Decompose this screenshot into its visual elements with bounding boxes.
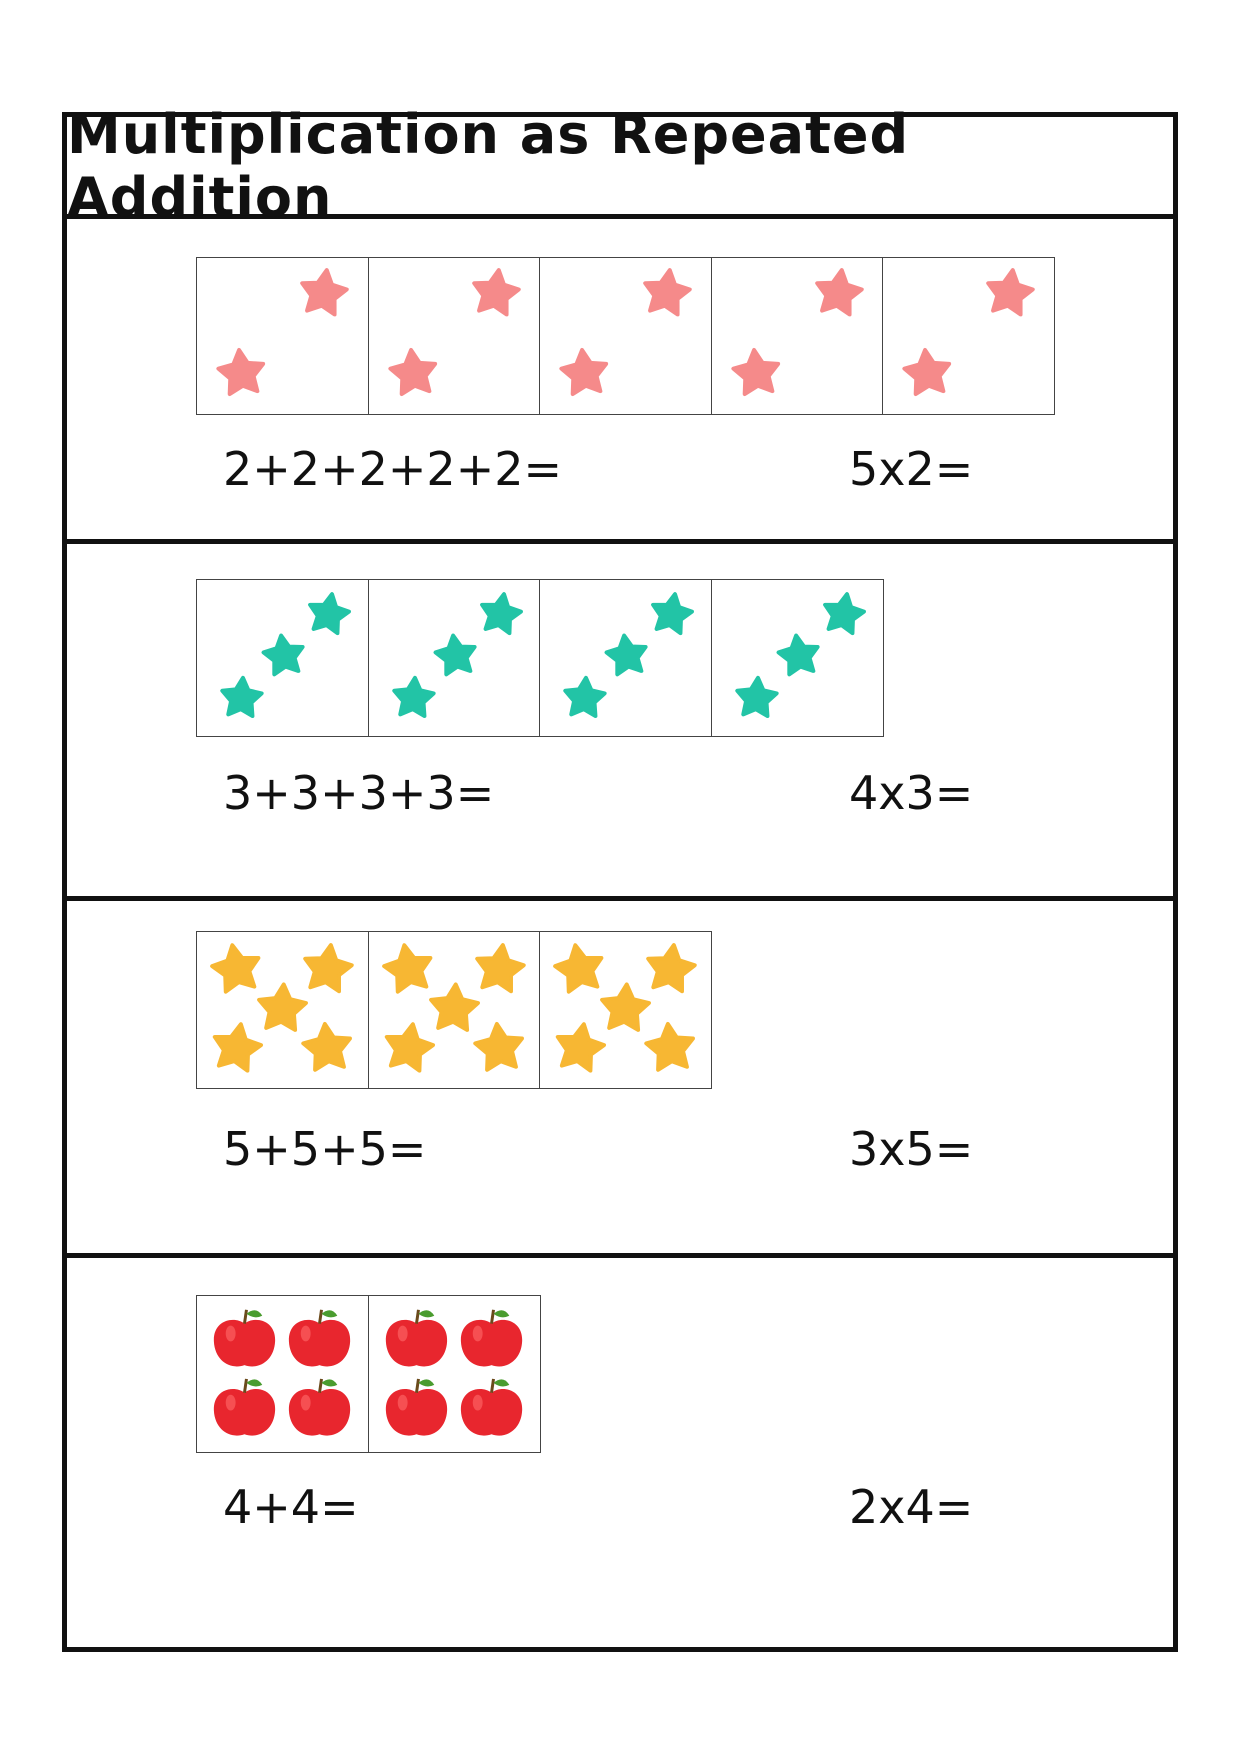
apple-icon-group xyxy=(369,1296,540,1452)
apple-icon xyxy=(385,1379,446,1436)
star-icon xyxy=(473,1022,524,1071)
group-box xyxy=(368,257,541,415)
star-icon xyxy=(392,676,434,716)
group-box xyxy=(539,579,712,737)
group-box xyxy=(196,931,369,1089)
star-icon xyxy=(644,1022,695,1071)
apple-icon xyxy=(460,1379,521,1436)
star-icon xyxy=(217,348,266,395)
apple-icon xyxy=(289,1310,350,1367)
star-icon xyxy=(552,941,606,993)
title-row xyxy=(67,102,1173,229)
teal-star-icon-group xyxy=(369,580,540,736)
yellow-star-icon-group xyxy=(197,932,368,1088)
group-box xyxy=(196,257,369,415)
pink-star-icon-group xyxy=(197,258,368,414)
star-icon xyxy=(381,941,435,993)
star-icon xyxy=(301,1022,352,1071)
multiplication-expression: 3x5= xyxy=(849,1122,974,1176)
addition-expression: 3+3+3+3= xyxy=(223,766,495,820)
problem-section-2 xyxy=(67,539,1173,896)
yellow-star-icon-group xyxy=(369,932,540,1088)
star-icon xyxy=(301,942,354,993)
group-box xyxy=(196,579,369,737)
pink-star-icon-group xyxy=(883,258,1054,414)
star-icon xyxy=(644,942,697,993)
pink-star-icon-group xyxy=(369,258,540,414)
group-box xyxy=(882,257,1055,415)
star-icon xyxy=(564,676,606,716)
group-boxes xyxy=(196,931,712,1089)
star-icon xyxy=(306,591,351,635)
teal-star-icon-group xyxy=(712,580,883,736)
star-icon xyxy=(600,983,650,1031)
worksheet xyxy=(62,102,1178,1652)
pink-star-icon-group xyxy=(540,258,711,414)
group-box xyxy=(711,257,884,415)
teal-star-icon-group xyxy=(197,580,368,736)
star-icon xyxy=(433,633,477,676)
teal-star-icon-group xyxy=(540,580,711,736)
star-icon xyxy=(299,267,350,316)
star-icon xyxy=(478,591,523,635)
problem-section-1 xyxy=(67,219,1173,539)
group-box xyxy=(368,579,541,737)
group-boxes xyxy=(196,257,1055,415)
star-icon xyxy=(642,267,693,316)
apple-icon xyxy=(289,1379,350,1436)
star-icon xyxy=(649,591,694,635)
group-box xyxy=(368,1295,541,1453)
multiplication-expression: 2x4= xyxy=(849,1480,974,1534)
apple-icon xyxy=(385,1310,446,1367)
star-icon xyxy=(731,348,780,395)
group-boxes xyxy=(196,579,884,737)
group-box xyxy=(711,579,884,737)
star-icon xyxy=(257,983,307,1031)
apple-icon xyxy=(214,1310,275,1367)
star-icon xyxy=(813,267,864,316)
yellow-star-icon-group xyxy=(540,932,711,1088)
apple-icon xyxy=(214,1379,275,1436)
problem-section-3 xyxy=(67,896,1173,1253)
group-box xyxy=(196,1295,369,1453)
multiplication-expression: 4x3= xyxy=(849,766,974,820)
apple-icon-group xyxy=(197,1296,368,1452)
star-icon xyxy=(985,267,1036,316)
star-icon xyxy=(429,983,479,1031)
star-icon xyxy=(210,1020,264,1072)
group-box xyxy=(368,931,541,1089)
page-title: Multiplication as Repeated Addition xyxy=(67,102,910,229)
group-box xyxy=(539,257,712,415)
addition-expression: 2+2+2+2+2= xyxy=(223,442,563,496)
star-icon xyxy=(821,591,866,635)
star-icon xyxy=(560,348,609,395)
star-icon xyxy=(470,267,521,316)
apple-icon xyxy=(460,1310,521,1367)
star-icon xyxy=(209,941,263,993)
group-boxes xyxy=(196,1295,541,1453)
star-icon xyxy=(381,1020,435,1072)
problem-section-4 xyxy=(67,1253,1173,1647)
multiplication-expression: 5x2= xyxy=(849,442,974,496)
addition-expression: 5+5+5= xyxy=(223,1122,427,1176)
star-icon xyxy=(262,633,306,676)
star-icon xyxy=(776,633,820,676)
star-icon xyxy=(388,348,437,395)
pink-star-icon-group xyxy=(712,258,883,414)
star-icon xyxy=(605,633,649,676)
star-icon xyxy=(473,942,526,993)
addition-expression: 4+4= xyxy=(223,1480,359,1534)
group-box xyxy=(539,931,712,1089)
star-icon xyxy=(735,676,777,716)
star-icon xyxy=(221,676,263,716)
star-icon xyxy=(903,348,952,395)
star-icon xyxy=(553,1020,607,1072)
